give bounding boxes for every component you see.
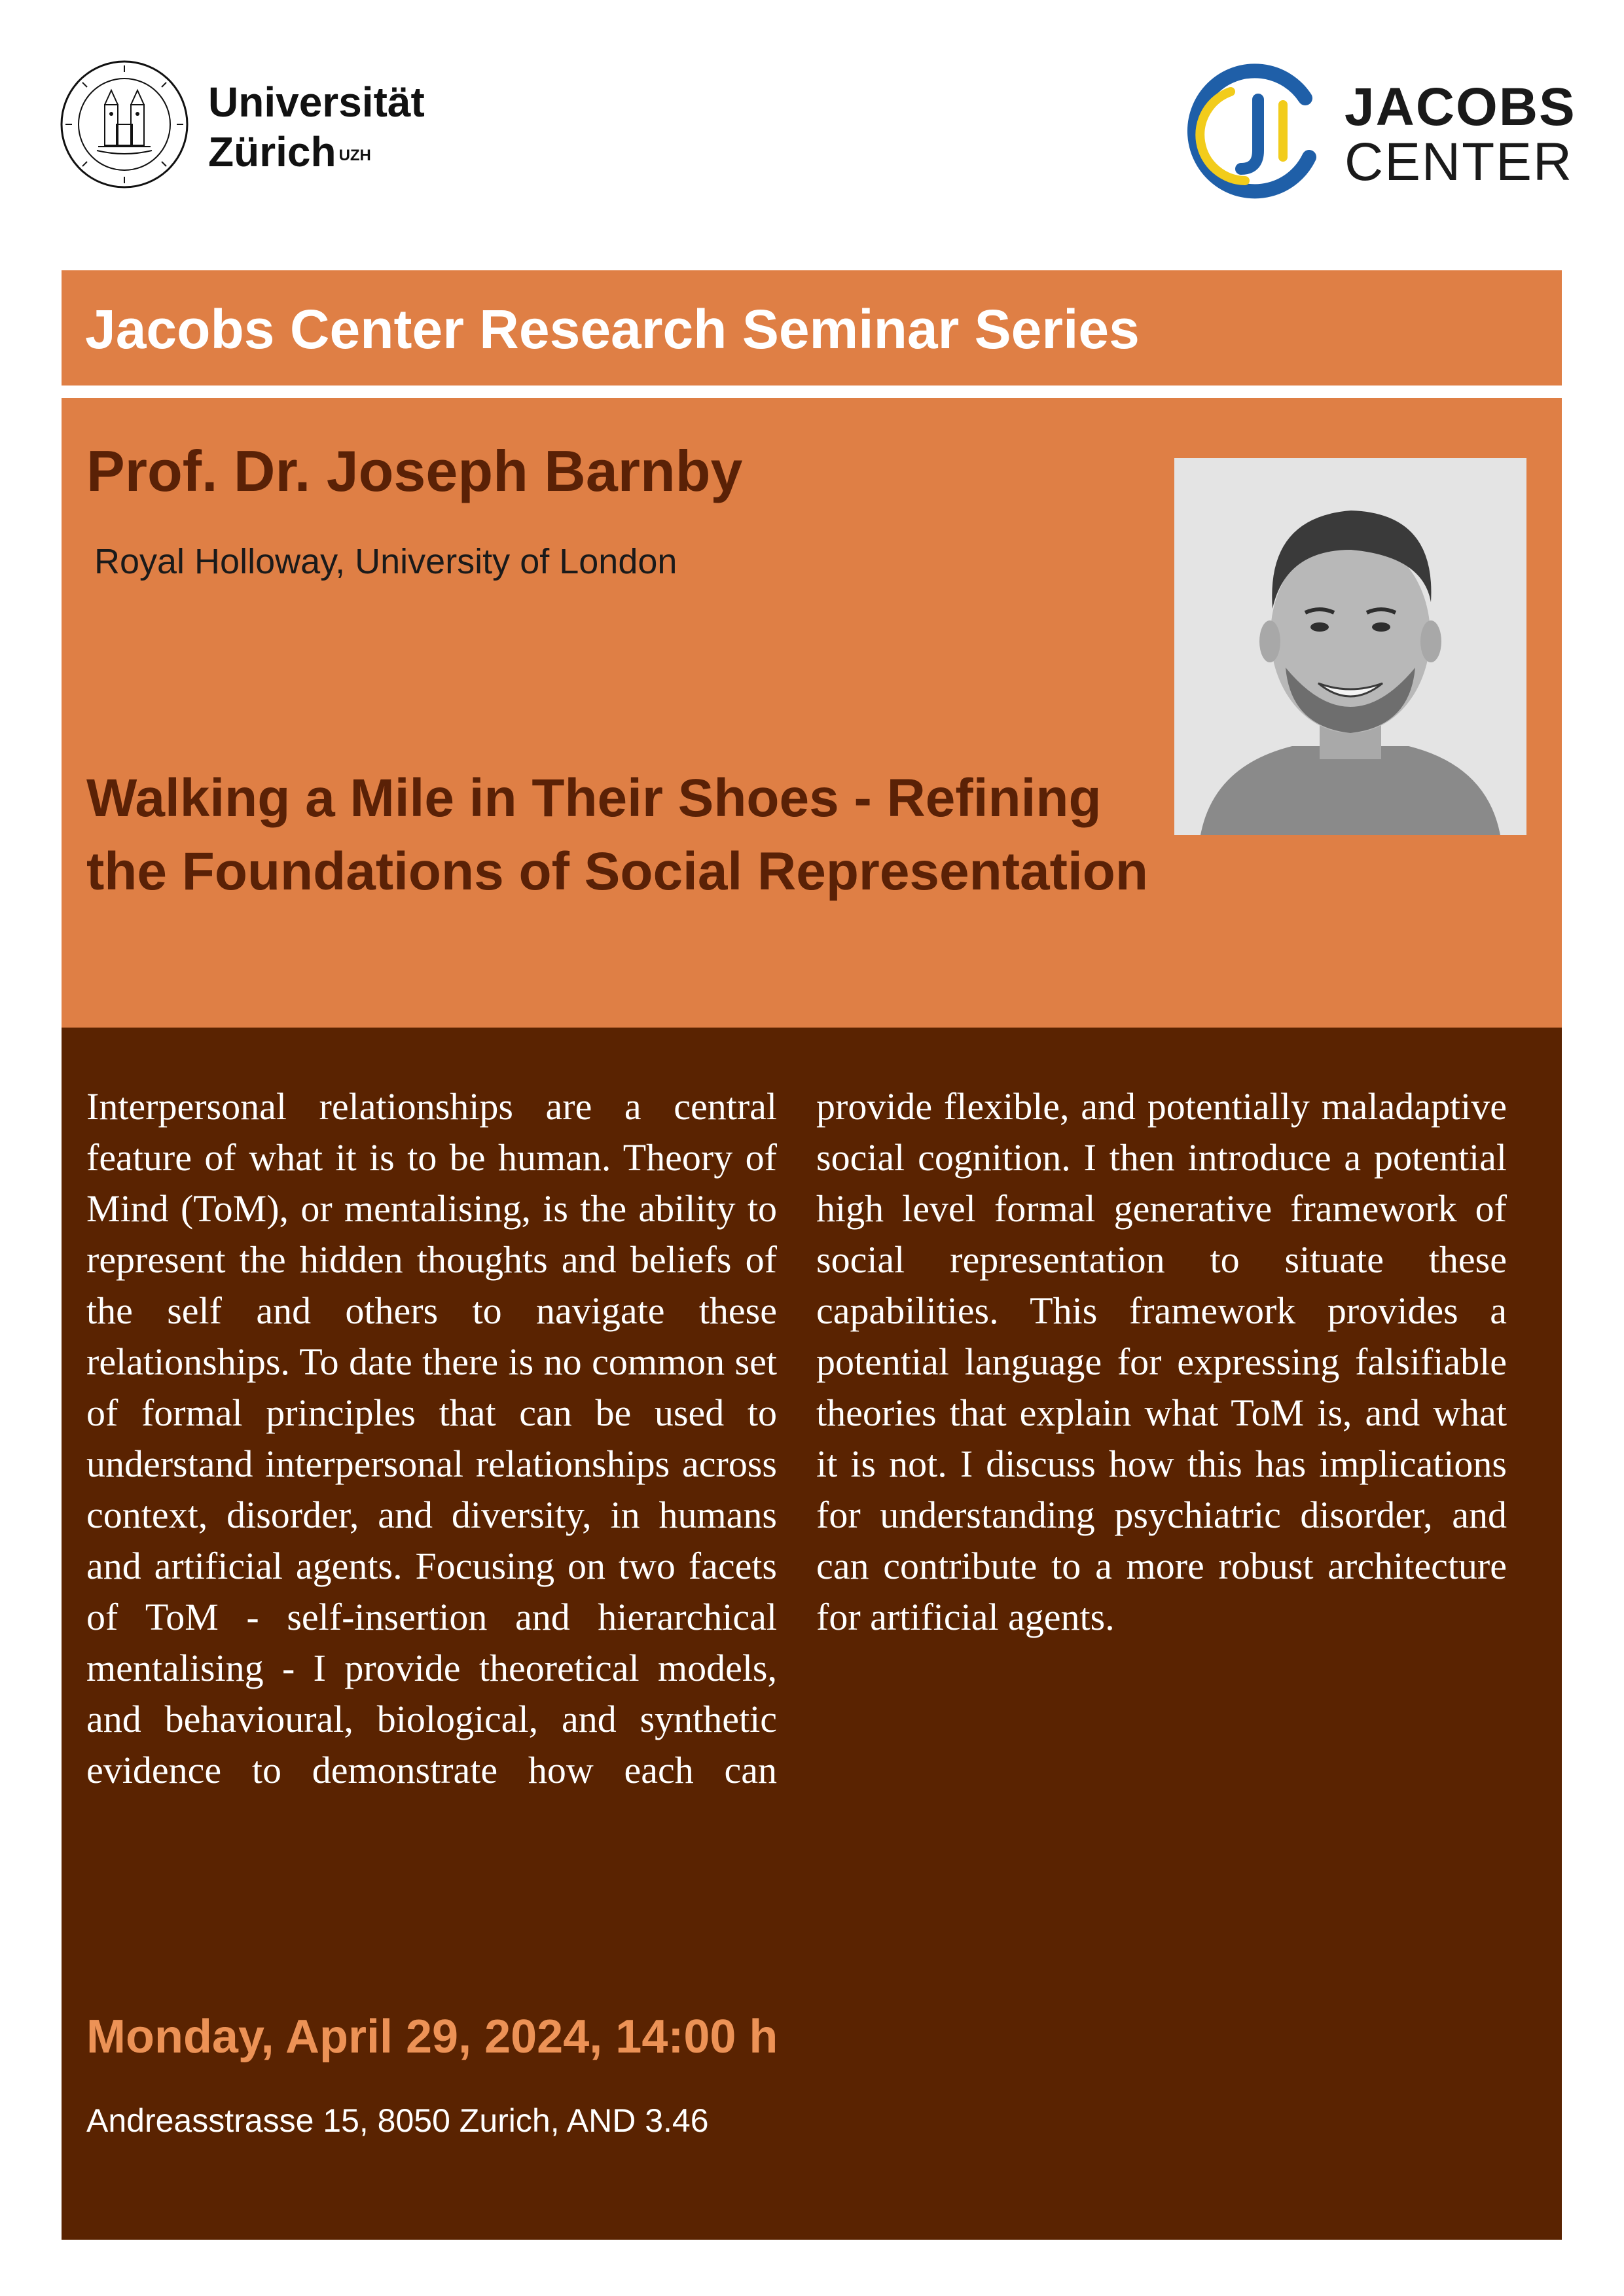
series-title: Jacobs Center Research Seminar Series <box>85 298 1140 360</box>
abstract-text: Interpersonal relationships are a central feature of what it is to be human. Theory of Mind (ToM), or mentalising, is the ability to represent the hidden thoughts and beliefs of the self and others to navigate these relationships. To date there is no common set of formal principles that can be used to understand interpersonal relationships across context, disorder, and diversity, in humans and artificial agents. Focusing on two facets of ToM - self-insertion and hierarchical mentalising - I provide theoretical models, and behavioural, biological, and synthetic evidence to demonstrate how each can provide flexible, and potentially maladaptive social cognition. I then introduce a potential high level formal generative framework of social representation to situate these capabilities. This framework provides a potential language for expressing falsifiable theories that explain what ToM is, and what it is not. I discuss how this has implications for understanding psychiatric disorder, and can contribute to a more robust architecture for artificial agents. <box>86 1085 1507 1791</box>
speaker-panel <box>62 398 1562 1028</box>
talk-title <box>86 762 1199 908</box>
uzh-line-2 <box>208 127 470 177</box>
talk-title-line-2: the Foundations of Social Representation <box>86 842 1148 901</box>
university-seal-icon <box>59 59 190 190</box>
event-date: Monday, April 29, 2024, 14:00 h <box>86 2011 778 2063</box>
uzh-city: Zürich <box>208 128 336 175</box>
uzh-line-1: Universität <box>208 79 425 126</box>
series-title-bar <box>62 270 1562 386</box>
jacobs-center-wordmark <box>1344 77 1576 192</box>
abstract-panel <box>62 1028 1562 2240</box>
jacobs-center-mark-icon <box>1185 59 1329 203</box>
speaker-photo <box>1174 458 1526 835</box>
speaker-affiliation: Royal Holloway, University of London <box>94 542 677 581</box>
uzh-superscript: UZH <box>338 147 371 164</box>
uzh-wordmark <box>208 77 470 177</box>
uzh-logo <box>59 59 465 190</box>
event-location: Andreasstrasse 15, 8050 Zurich, AND 3.46 <box>86 2102 709 2139</box>
jacobs-line-2: CENTER <box>1344 132 1574 192</box>
speaker-name: Prof. Dr. Joseph Barnby <box>86 439 743 503</box>
jacobs-center-logo <box>1185 59 1578 209</box>
talk-title-line-1: Walking a Mile in Their Shoes - Refining <box>86 768 1102 828</box>
jacobs-line-1: JACOBS <box>1344 77 1576 137</box>
